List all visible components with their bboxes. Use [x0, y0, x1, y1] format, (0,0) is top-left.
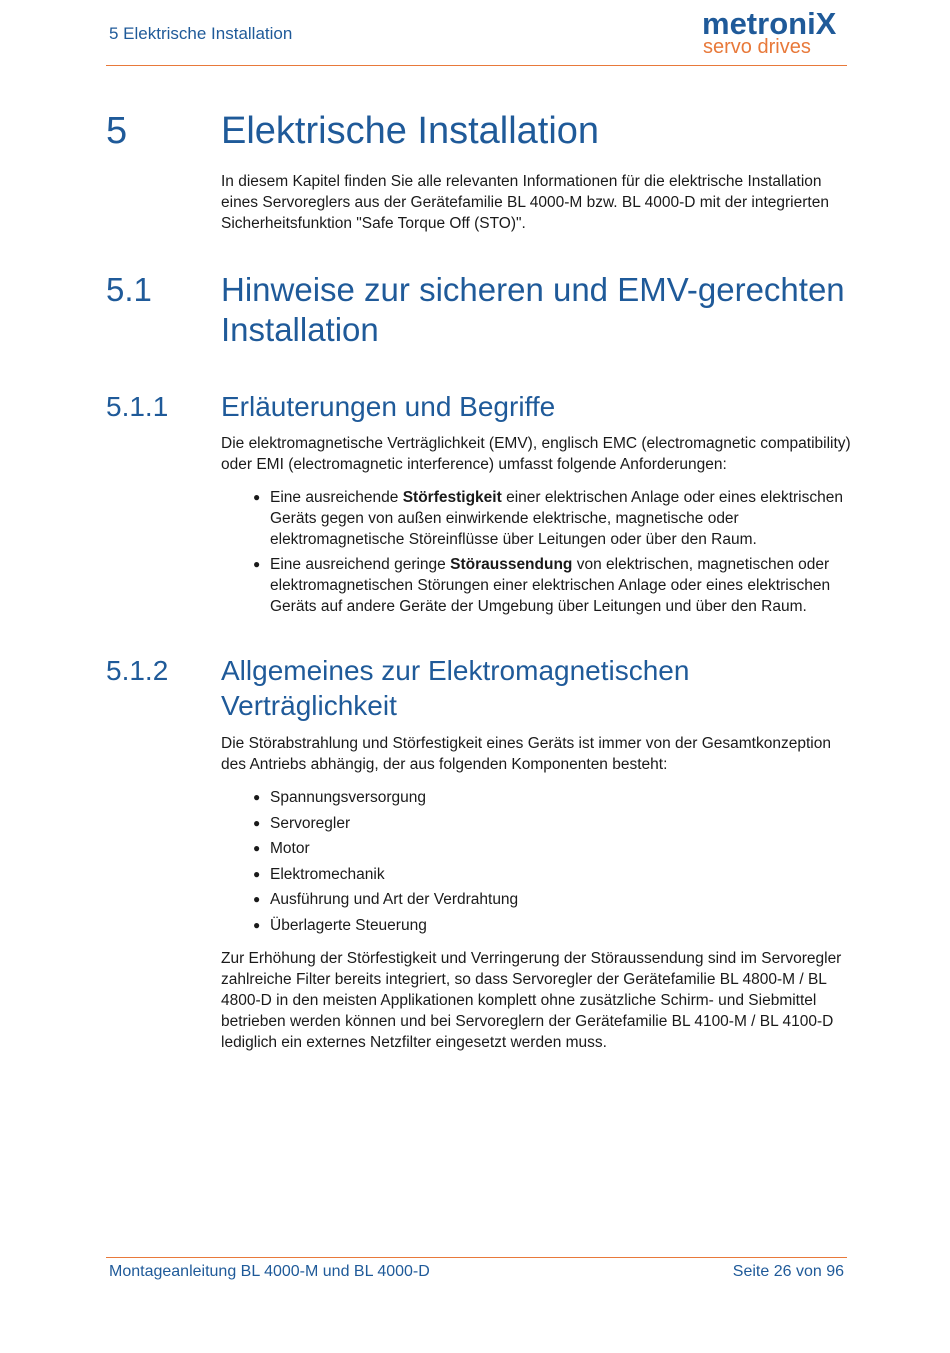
list-item: ● Eine ausreichend geringe Störaussendung von elektrischen, magnetischen oder elektromagnetischen Störungen einer elektrischen Anlage oder eines elektrischen Geräts auf andere Geräte der Umgebung über Leitungen und über den Raum. — [253, 556, 831, 615]
header-rule — [106, 65, 847, 66]
footer-rule — [106, 1257, 847, 1258]
list-item: ● Ausführung und Art der Verdrahtung — [253, 891, 519, 909]
list-item: ● Spannungsversorgung — [253, 789, 426, 806]
subsection-intro: Die Störabstrahlung und Störfestigkeit eines Geräts ist immer von der Gesamtkonzeption des Antriebs abhängig, der aus folgenden Komponenten besteht: — [221, 735, 831, 773]
bullet-icon: ● — [253, 866, 261, 881]
section-number: 5.1 — [106, 271, 152, 308]
bullet-icon: ● — [253, 892, 261, 907]
bullet-icon: ● — [253, 557, 261, 571]
list-item: ● Servoregler — [253, 814, 351, 832]
running-header: 5 Elektrische Installation — [109, 24, 293, 43]
emv-requirements-list — [221, 487, 851, 621]
footer-manual-title: Montageanleitung BL 4000-M und BL 4000-D — [109, 1263, 430, 1280]
emphasis: Störfestigkeit — [402, 489, 502, 506]
list-item: ● Eine ausreichende Störfestigkeit einer elektrischen Anlage oder eines elektrischen Geräts gegen von außen einwirkende elektrische, magnetische oder elektromagnetische Störeinflüsse über Leitungen oder über den Raum. — [253, 489, 843, 548]
metronix-logo — [702, 6, 847, 58]
closing-paragraph: Zur Erhöhung der Störfestigkeit und Verringerung der Störaussendung sind im Servoregler zahlreiche Filter bereits integriert, so dass Servoregler der Gerätefamilie BL 4800-M / BL 4800-D in den meisten Applikationen komplett ohne zusätzliche Schirm- und Siebmittel betrieben werden können und bei Servoreglern der Gerätefamilie BL 4100-M / BL 4100-D lediglich ein externes Netzfilter eingesetzt werden muss. — [221, 950, 842, 1051]
bullet-icon: ● — [253, 815, 261, 830]
emphasis: Störaussendung — [450, 556, 573, 573]
list-item: ● Motor — [253, 840, 310, 858]
bullet-icon: ● — [253, 841, 261, 856]
logo-wordmark: metroniX — [702, 6, 837, 41]
components-list — [221, 787, 851, 941]
subsection-title: Erläuterungen und Begriffe — [221, 391, 556, 422]
subsection-intro: Die elektromagnetische Verträglichkeit (EMV), englisch EMC (electromagnetic compatibility) oder EMI (electromagnetic interference) umfasst folgende Anforderungen: — [221, 435, 851, 473]
section-title: Hinweise zur sicheren und EMV-gerechten Installation — [221, 271, 845, 348]
bullet-icon: ● — [253, 490, 261, 504]
list-item: ● Elektromechanik — [253, 865, 385, 883]
bullet-icon: ● — [253, 917, 261, 932]
chapter-number: 5 — [106, 110, 128, 152]
subsection-title: Allgemeines zur Elektromagnetischen Verträglichkeit — [221, 655, 690, 721]
chapter-title: Elektrische Installation — [221, 110, 600, 152]
bullet-icon: ● — [253, 790, 261, 804]
footer-page-number: Seite 26 von 96 — [732, 1263, 844, 1280]
chapter-intro: In diesem Kapitel finden Sie alle relevanten Informationen für die elektrische Installation eines Servoreglers aus der Gerätefamilie BL 4000-M bzw. BL 4000-D mit der integrierten Sicherheitsfunktion "Safe Torque Off (STO)". — [221, 173, 829, 232]
list-item: ● Überlagerte Steuerung — [253, 916, 427, 934]
subsection-number: 5.1.2 — [106, 655, 169, 686]
subsection-number: 5.1.1 — [106, 391, 169, 422]
logo-tagline: servo drives — [703, 36, 811, 58]
